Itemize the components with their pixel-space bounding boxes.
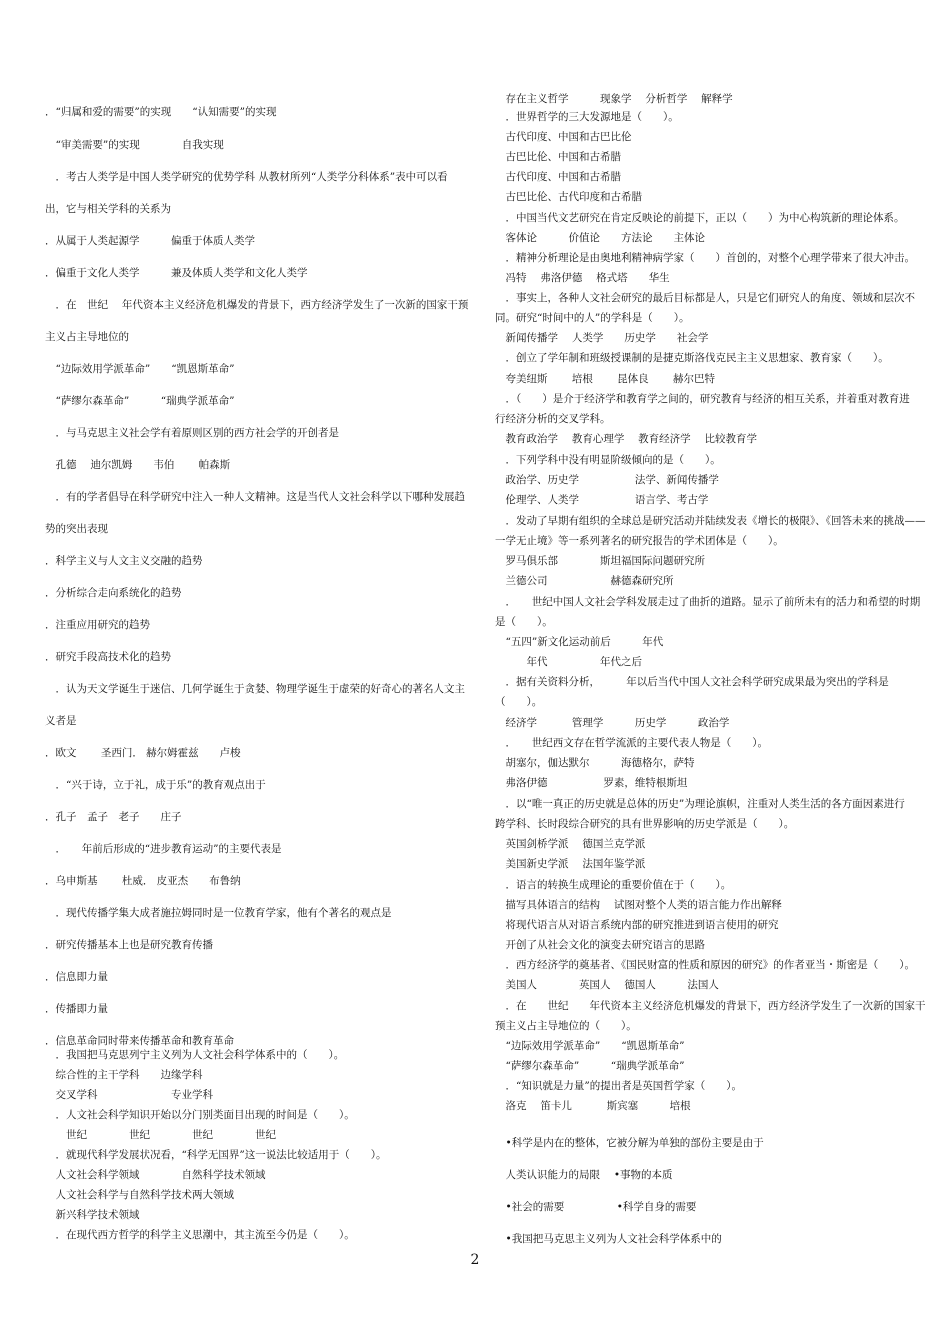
right-line: 新闻传播学 人类学 历史学 社会学: [495, 332, 709, 344]
left-line: ． 年前后形成的“进步教育运动”的主要代表是: [45, 843, 282, 855]
left-line: ．“归属和爱的需要”的实现 “认知需要”的实现: [45, 106, 277, 118]
right-line: 经济学 管理学 历史学 政治学: [495, 717, 730, 729]
right-line: 教育政治学 教育心理学 教育经济学 比较教育学: [495, 433, 758, 445]
right-line: “五四”新文化运动前后 年代: [495, 636, 664, 648]
left-line: 新兴科学技术领域: [45, 1209, 140, 1221]
right-line: 同。研究“时间中的人”的学科是（ ）。: [495, 312, 690, 324]
right-line: ．世界哲学的三大发源地是（ ）。: [495, 111, 679, 123]
right-line: •社会的需要 •科学自身的需要: [495, 1201, 697, 1213]
left-line: 综合性的主干学科 边缘学科: [45, 1069, 203, 1081]
left-line: ．传播即力量: [45, 1003, 108, 1015]
right-line: 洛克 笛卡儿 斯宾塞 培根: [495, 1100, 691, 1112]
right-line: 古代印度、中国和古希腊: [495, 171, 621, 183]
right-line: ． 世纪中国人文社会学科发展走过了曲折的道路。显示了前所未有的活力和希望的时期: [495, 596, 921, 608]
right-line: 预主义占主导地位的（ ）。: [495, 1020, 637, 1032]
page-number: 2: [470, 1252, 480, 1268]
left-line: ．在 世纪 年代资本主义经济危机爆发的背景下，西方经济学发生了一次新的国家干预: [45, 299, 469, 311]
left-line: ．在现代西方哲学的科学主义思潮中，其主流至今仍是（ ）。: [45, 1229, 355, 1241]
right-line: 罗马俱乐部 斯坦福国际问题研究所: [495, 555, 705, 567]
right-line: “边际效用学派革命” “凯恩斯革命”: [495, 1040, 685, 1052]
right-line: 古巴比伦、中国和古希腊: [495, 151, 621, 163]
left-line: 孔德 迪尔凯姆 韦伯 帕森斯: [45, 459, 231, 471]
right-line: 伦理学、人类学 语言学、考古学: [495, 494, 709, 506]
right-line: 英国剑桥学派 德国兰克学派: [495, 838, 646, 850]
right-line: ．西方经济学的奠基者、《国民财富的性质和原因的研究》的作者亚当・斯密是（ ）。: [495, 959, 915, 971]
left-line: ．分析综合走向系统化的趋势: [45, 587, 182, 599]
right-line: 弗洛伊德 罗素，维特根斯坦: [495, 777, 688, 789]
right-line: •科学是内在的整体，它被分解为单独的部份主要是由于: [495, 1137, 764, 1149]
right-line: ．创立了学年制和班级授课制的是捷克斯洛伐克民主主义思想家、教育家（ ）。: [495, 352, 889, 364]
left-line: ．认为天文学诞生于迷信、几何学诞生于贪婪、物理学诞生于虚荣的好奇心的著名人文主: [45, 683, 465, 695]
left-line: ．研究手段高技术化的趋势: [45, 651, 171, 663]
right-line: 开创了从社会文化的演变去研究语言的思路: [495, 939, 705, 951]
left-line: 人文社会科学与自然科学技术两大领域: [45, 1189, 234, 1201]
right-line: ．以“唯一真正的历史就是总体的历史”为理论旗帜，注重对人类生活的各方面因素进行: [495, 798, 905, 810]
left-line: “边际效用学派革命” “凯恩斯革命”: [45, 363, 235, 375]
left-line: ．孔子 孟子 老子 庄子: [45, 811, 182, 823]
right-line: 美国新史学派 法国年鉴学派: [495, 858, 646, 870]
right-line: ．据有关资料分析， 年以后当代中国人文社会科学研究成果最为突出的学科是: [495, 676, 889, 688]
left-line: ．欧文 圣西门． 赫尔姆霍兹 卢梭: [45, 747, 241, 759]
left-line: 主义占主导地位的: [45, 331, 129, 343]
left-line: 义者是: [45, 715, 77, 727]
left-line: 交叉学科 专业学科: [45, 1089, 213, 1101]
left-line: “审美需要”的实现 自我实现: [45, 139, 224, 151]
left-line: ．与马克思主义社会学有着原则区别的西方社会学的开创者是: [45, 427, 339, 439]
right-line: ．“知识就是力量”的提出者是英国哲学家（ ）。: [495, 1080, 742, 1092]
right-line: （ ）。: [495, 696, 543, 708]
right-line: 一学无止境》等一系列著名的研究报告的学术团体是（ ）。: [495, 535, 784, 547]
left-line: 人文社会科学领域 自然科学技术领域: [45, 1169, 266, 1181]
right-line: 政治学、历史学 法学、新闻传播学: [495, 474, 719, 486]
right-line: 古巴比伦、古代印度和古希腊: [495, 191, 642, 203]
right-line: •我国把马克思主义列为人文社会科学体系中的: [495, 1233, 722, 1245]
right-line: ．下列学科中没有明显阶级倾向的是（ ）。: [495, 454, 721, 466]
left-line: ．考古人类学是中国人类学研究的优势学科 从教材所列“人类学分科体系”表中可以看: [45, 171, 448, 183]
right-line: 胡塞尔，伽达默尔 海德格尔，萨特: [495, 757, 695, 769]
right-line: ．事实上，各种人文社会研究的最后目标都是人，只是它们研究人的角度、领域和层次不: [495, 292, 915, 304]
right-line: ． 世纪西文存在哲学流派的主要代表人物是（ ）。: [495, 737, 768, 749]
right-line: ．发动了早期有组织的全球总是研究活动并陆续发表《增长的极限》、《回答未来的挑战——: [495, 515, 926, 527]
right-line: 兰德公司 赫德森研究所: [495, 575, 674, 587]
left-line: ．信息革命同时带来传播革命和教育革命: [45, 1035, 234, 1047]
left-line: 势的突出表现: [45, 523, 108, 535]
left-line: ．我国把马克思列宁主义列为人文社会科学体系中的（ ）。: [45, 1049, 345, 1061]
left-line: ．现代传播学集大成者施拉姆同时是一位教育学家，他有个著名的观点是: [45, 907, 392, 919]
right-line: 跨学科、长时段综合研究的具有世界影响的历史学派是（ ）。: [495, 818, 795, 830]
right-line: ．（ ）是介于经济学和教育学之间的，研究教育与经济的相互关系，并着重对教育进: [495, 393, 910, 405]
right-line: 古代印度、中国和古巴比伦: [495, 131, 632, 143]
right-line: 行经济分析的交叉学科。: [495, 413, 611, 425]
right-line: 客体论 价值论 方法论 主体论: [495, 232, 705, 244]
left-line: 世纪 世纪 世纪 世纪: [45, 1129, 276, 1141]
right-line: 年代 年代之后: [495, 656, 642, 668]
left-line: ．就现代科学发展状况看，“科学无国界”这一说法比较适用于（ ）。: [45, 1149, 387, 1161]
left-line: 出，它与相关学科的关系为: [45, 203, 171, 215]
right-line: 冯特 弗洛伊德 格式塔 华生: [495, 272, 670, 284]
right-line: 夸美纽斯 培根 昆体良 赫尔巴特: [495, 373, 716, 385]
right-line: 描写具体语言的结构 试图对整个人类的语言能力作出解释: [495, 899, 782, 911]
left-line: ．“兴于诗，立于礼，成于乐”的教育观点出于: [45, 779, 266, 791]
right-line: 人类认识能力的局限 •事物的本质: [495, 1169, 673, 1181]
left-line: “萨缪尔森革命” “瑞典学派革命”: [45, 395, 235, 407]
right-line: 是（ ）。: [495, 616, 553, 628]
left-line: ．注重应用研究的趋势: [45, 619, 150, 631]
right-line: 存在主义哲学 现象学 分析哲学 解释学: [495, 93, 733, 105]
left-line: ．乌申斯基 杜威． 皮亚杰 布鲁纳: [45, 875, 241, 887]
right-line: ．中国当代文艺研究在肯定反映论的前提下，正以（ ）为中心构筑新的理论体系。: [495, 212, 905, 224]
right-line: “萨缪尔森革命” “瑞典学派革命”: [495, 1060, 685, 1072]
left-line: ．偏重于文化人类学 兼及体质人类学和文化人类学: [45, 267, 308, 279]
right-line: 美国人 英国人 德国人 法国人: [495, 979, 719, 991]
right-line: 将现代语言从对语言系统内部的研究推进到语言使用的研究: [495, 919, 779, 931]
left-line: ．人文社会科学知识开始以分门别类面目出现的时间是（ ）。: [45, 1109, 355, 1121]
left-line: ．有的学者倡导在科学研究中注入一种人文精神。这是当代人文社会科学以下哪种发展趋: [45, 491, 465, 503]
right-line: ．语言的转换生成理论的重要价值在于（ ）。: [495, 879, 732, 891]
left-line: ．从属于人类起源学 偏重于体质人类学: [45, 235, 255, 247]
left-line: ．科学主义与人文主义交融的趋势: [45, 555, 203, 567]
right-line: ．在 世纪 年代资本主义经济危机爆发的背景下，西方经济学发生了一次新的国家干: [495, 1000, 926, 1012]
right-line: ．精神分析理论是由奥地利精神病学家（ ）首创的，对整个心理学带来了很大冲击。: [495, 252, 915, 264]
left-line: ．信息即力量: [45, 971, 108, 983]
left-line: ．研究传播基本上也是研究教育传播: [45, 939, 213, 951]
